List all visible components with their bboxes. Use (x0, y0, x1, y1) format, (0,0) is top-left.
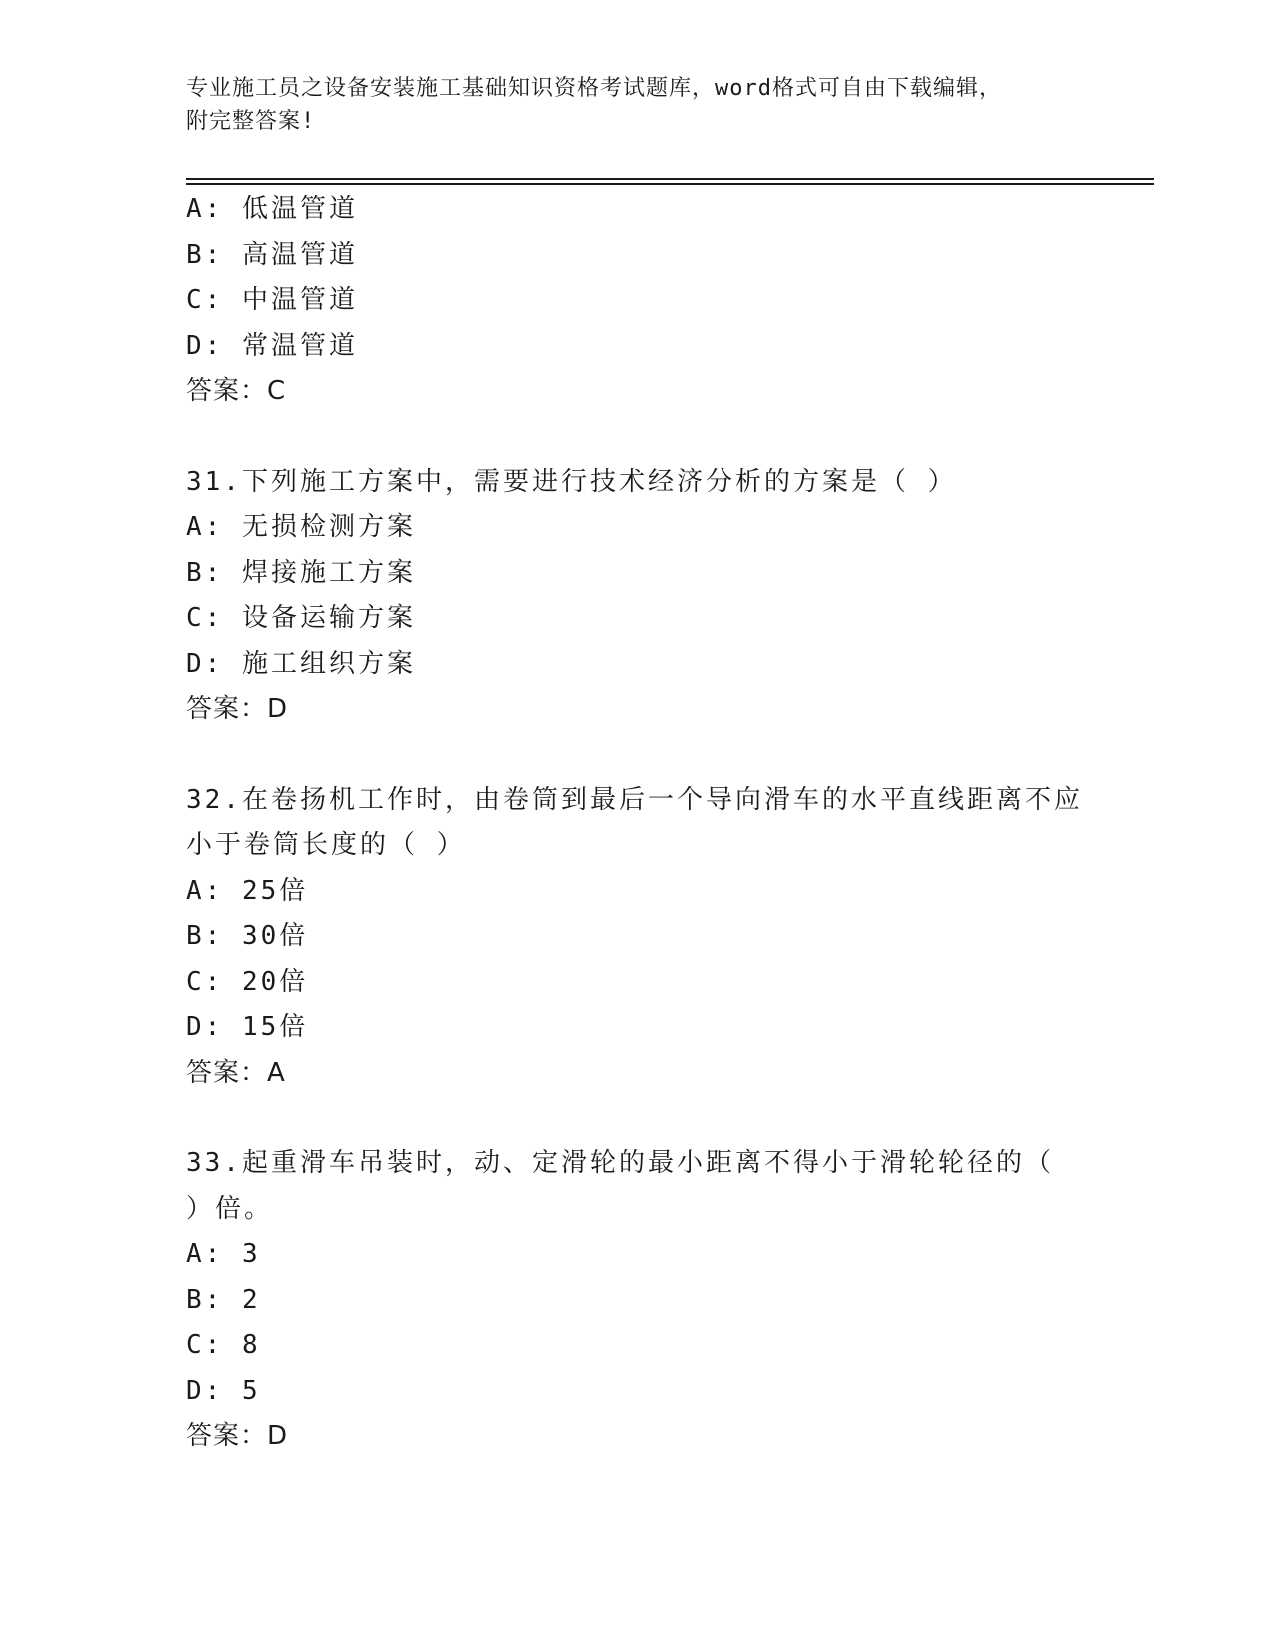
option-c: C: 20倍 (186, 966, 309, 997)
option-b: B: 2 (186, 1284, 261, 1315)
question-stem-line1: 33.起重滑车吊装时，动、定滑轮的最小距离不得小于滑轮轮径的（ (186, 1148, 1054, 1178)
header-divider-top (186, 178, 1154, 180)
option-c: C: 8 (186, 1330, 261, 1360)
question-32 (186, 778, 1086, 1097)
header-title-line2: 附完整答案! (186, 109, 316, 134)
option-c: C: 设备运输方案 (186, 603, 416, 633)
option-b: B: 焊接施工方案 (186, 557, 416, 588)
question-block-continued (186, 187, 1086, 415)
option-b: B: 高温管道 (186, 239, 358, 270)
answer-line: 答案：A (186, 1057, 286, 1088)
answer-line: 答案：C (186, 376, 287, 406)
question-stem-line2: 小于卷筒长度的（ ） (186, 830, 466, 860)
answer-line: 答案：D (186, 694, 289, 724)
question-spacer (186, 1096, 1086, 1141)
header-divider-bottom (186, 183, 1154, 185)
question-stem-line2: ）倍。 (186, 1193, 274, 1224)
option-a: A: 无损检测方案 (186, 512, 416, 542)
answer-line: 答案：D (186, 1421, 289, 1451)
option-a: A: 3 (186, 1239, 261, 1269)
option-c: C: 中温管道 (186, 285, 358, 315)
question-spacer (186, 733, 1086, 778)
question-stem-line1: 32.在卷扬机工作时，由卷筒到最后一个导向滑车的水平直线距离不应 (186, 784, 1083, 815)
header-title-line1: 专业施工员之设备安装施工基础知识资格考试题库，word格式可自由下载编辑， (186, 76, 1002, 101)
question-33 (186, 1141, 1086, 1460)
option-d: D: 施工组织方案 (186, 648, 416, 679)
option-d: D: 常温管道 (186, 330, 358, 361)
document-header (186, 72, 1086, 138)
question-list (186, 187, 1086, 1460)
option-b: B: 30倍 (186, 921, 309, 951)
question-31 (186, 460, 1086, 733)
question-spacer (186, 415, 1086, 460)
option-d: D: 5 (186, 1375, 261, 1406)
question-stem: 31.下列施工方案中，需要进行技术经济分析的方案是（ ） (186, 466, 957, 497)
option-a: A: 25倍 (186, 875, 309, 906)
option-d: D: 15倍 (186, 1012, 309, 1042)
option-a: A: 低温管道 (186, 194, 358, 224)
